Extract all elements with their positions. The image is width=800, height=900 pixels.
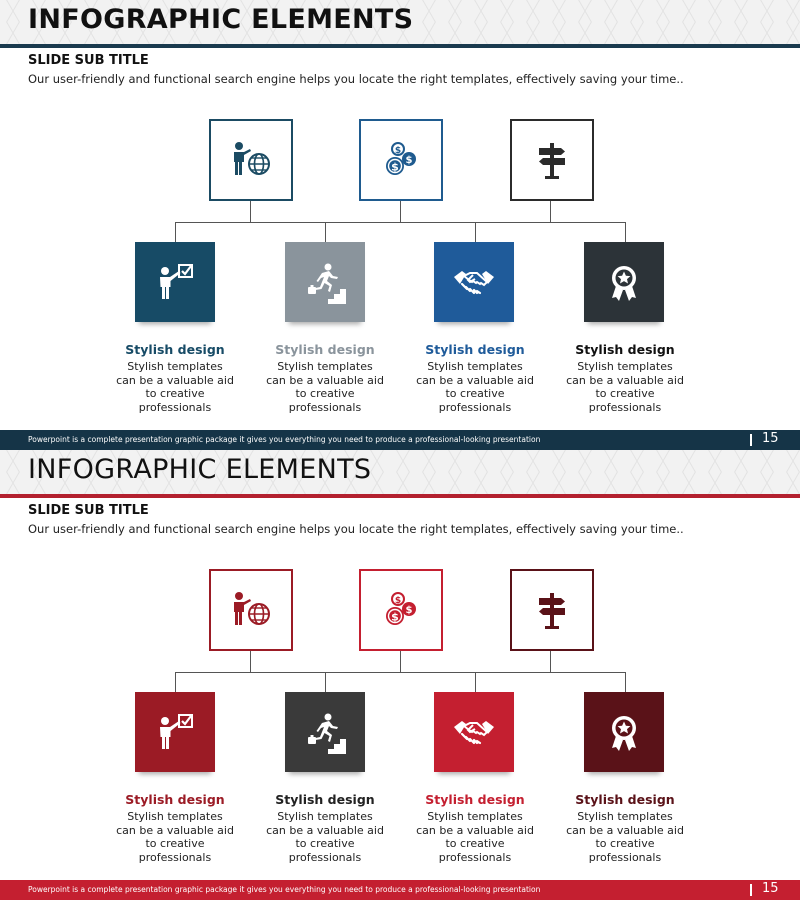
slide-description: Our user-friendly and functional search engine helps you locate the right templates, effectively saving your time.. <box>28 72 684 86</box>
card-title: Stylish design <box>275 792 375 807</box>
card-text <box>100 360 250 414</box>
page-number: 15 <box>762 881 779 896</box>
handshake-icon <box>451 259 497 305</box>
card-text-line: professionals <box>288 400 362 414</box>
connector-line <box>175 672 176 692</box>
connector-line <box>625 672 626 692</box>
header-accent-line <box>0 44 800 48</box>
card-text-line: to creative <box>595 387 655 400</box>
presenter-checklist-icon <box>152 709 198 755</box>
card-text-line: professionals <box>138 400 212 414</box>
coins-icon <box>378 137 424 183</box>
card-text-line: to creative <box>445 387 505 400</box>
card-text-line: can be a valuable aid <box>116 823 234 837</box>
card-text-line: can be a valuable aid <box>416 373 534 387</box>
card-text-line: Stylish templates <box>277 810 373 823</box>
card-text-line: Stylish templates <box>427 810 523 823</box>
card-text-line: professionals <box>438 850 512 864</box>
svg-text:$: $ <box>405 155 413 166</box>
footer-divider <box>750 884 752 896</box>
card-title: Stylish design <box>575 792 675 807</box>
connector-line <box>175 222 625 223</box>
card-text-line: to creative <box>145 387 205 400</box>
connector-line <box>475 222 476 242</box>
footer-divider <box>750 434 752 446</box>
stairs-runner-icon <box>302 709 348 755</box>
signpost-icon <box>529 587 575 633</box>
card-text <box>250 360 400 414</box>
card-title: Stylish design <box>425 792 525 807</box>
card-title: Stylish design <box>425 342 525 357</box>
card-text-line: Stylish templates <box>127 360 223 373</box>
footer-text: Powerpoint is a complete presentation graphic package it gives you everything you need to produce a professional-looking presentation <box>28 885 541 894</box>
tile-3 <box>434 692 514 772</box>
footer-bar <box>0 430 800 450</box>
connector-line <box>325 222 326 242</box>
award-badge-icon <box>601 709 647 755</box>
connector-line <box>625 222 626 242</box>
card-text-line: professionals <box>438 400 512 414</box>
tile-4 <box>584 692 664 772</box>
card-text-line: professionals <box>588 400 662 414</box>
card-text-line: to creative <box>295 387 355 400</box>
card-text <box>550 360 700 414</box>
card-text <box>100 810 250 864</box>
connector-line <box>175 672 625 673</box>
card-text-line: can be a valuable aid <box>266 823 384 837</box>
tile-4 <box>584 242 664 322</box>
card-text-line: professionals <box>288 850 362 864</box>
card-text-line: professionals <box>588 850 662 864</box>
signpost-icon <box>529 137 575 183</box>
stairs-runner-icon <box>302 259 348 305</box>
svg-text:$: $ <box>394 596 402 606</box>
card-text-line: can be a valuable aid <box>566 373 684 387</box>
page-number: 15 <box>762 431 779 446</box>
card-text-line: Stylish templates <box>427 360 523 373</box>
card-text-line: can be a valuable aid <box>416 823 534 837</box>
tile-2 <box>285 242 365 322</box>
card-text <box>550 810 700 864</box>
card-text-line: Stylish templates <box>577 360 673 373</box>
slide-subtitle: SLIDE SUB TITLE <box>28 503 149 518</box>
slide-description: Our user-friendly and functional search engine helps you locate the right templates, effectively saving your time.. <box>28 522 684 536</box>
card-text-line: Stylish templates <box>127 810 223 823</box>
card-title: Stylish design <box>275 342 375 357</box>
card-text-line: to creative <box>595 837 655 850</box>
tile-1 <box>135 242 215 322</box>
handshake-icon <box>451 709 497 755</box>
connector-line <box>175 222 176 242</box>
svg-text:$: $ <box>405 605 413 616</box>
slide-title: INFOGRAPHIC ELEMENTS <box>28 454 372 485</box>
connector-line <box>250 651 251 672</box>
svg-text:$: $ <box>391 610 399 624</box>
card-text-line: can be a valuable aid <box>566 823 684 837</box>
connector-line <box>400 201 401 222</box>
footer-text: Powerpoint is a complete presentation graphic package it gives you everything you need to produce a professional-looking presentation <box>28 435 541 444</box>
slide-title: INFOGRAPHIC ELEMENTS <box>28 4 414 35</box>
tile-2 <box>285 692 365 772</box>
card-text-line: to creative <box>145 837 205 850</box>
tile-3 <box>434 242 514 322</box>
svg-text:$: $ <box>394 146 402 156</box>
connector-line <box>550 651 551 672</box>
presenter-checklist-icon <box>152 259 198 305</box>
card-text-line: professionals <box>138 850 212 864</box>
card-title: Stylish design <box>125 342 225 357</box>
coins-icon <box>378 587 424 633</box>
card-text-line: can be a valuable aid <box>266 373 384 387</box>
card-text-line: can be a valuable aid <box>116 373 234 387</box>
top-box-3 <box>510 119 594 201</box>
svg-text:$: $ <box>391 160 399 174</box>
card-text-line: Stylish templates <box>277 360 373 373</box>
card-text-line: to creative <box>445 837 505 850</box>
tile-1 <box>135 692 215 772</box>
connector-line <box>475 672 476 692</box>
header-accent-line <box>0 494 800 498</box>
card-text <box>400 810 550 864</box>
presenter-globe-icon <box>228 137 274 183</box>
slide-subtitle: SLIDE SUB TITLE <box>28 53 149 68</box>
connector-line <box>250 201 251 222</box>
card-title: Stylish design <box>125 792 225 807</box>
top-box-1 <box>209 119 293 201</box>
connector-line <box>400 651 401 672</box>
card-text-line: to creative <box>295 837 355 850</box>
top-box-2 <box>359 119 443 201</box>
card-text-line: Stylish templates <box>577 810 673 823</box>
connector-line <box>325 672 326 692</box>
award-badge-icon <box>601 259 647 305</box>
top-box-3 <box>510 569 594 651</box>
footer-bar <box>0 880 800 900</box>
card-text <box>400 360 550 414</box>
top-box-2 <box>359 569 443 651</box>
card-title: Stylish design <box>575 342 675 357</box>
card-text <box>250 810 400 864</box>
slide-2 <box>0 450 800 900</box>
connector-line <box>550 201 551 222</box>
top-box-1 <box>209 569 293 651</box>
presenter-globe-icon <box>228 587 274 633</box>
